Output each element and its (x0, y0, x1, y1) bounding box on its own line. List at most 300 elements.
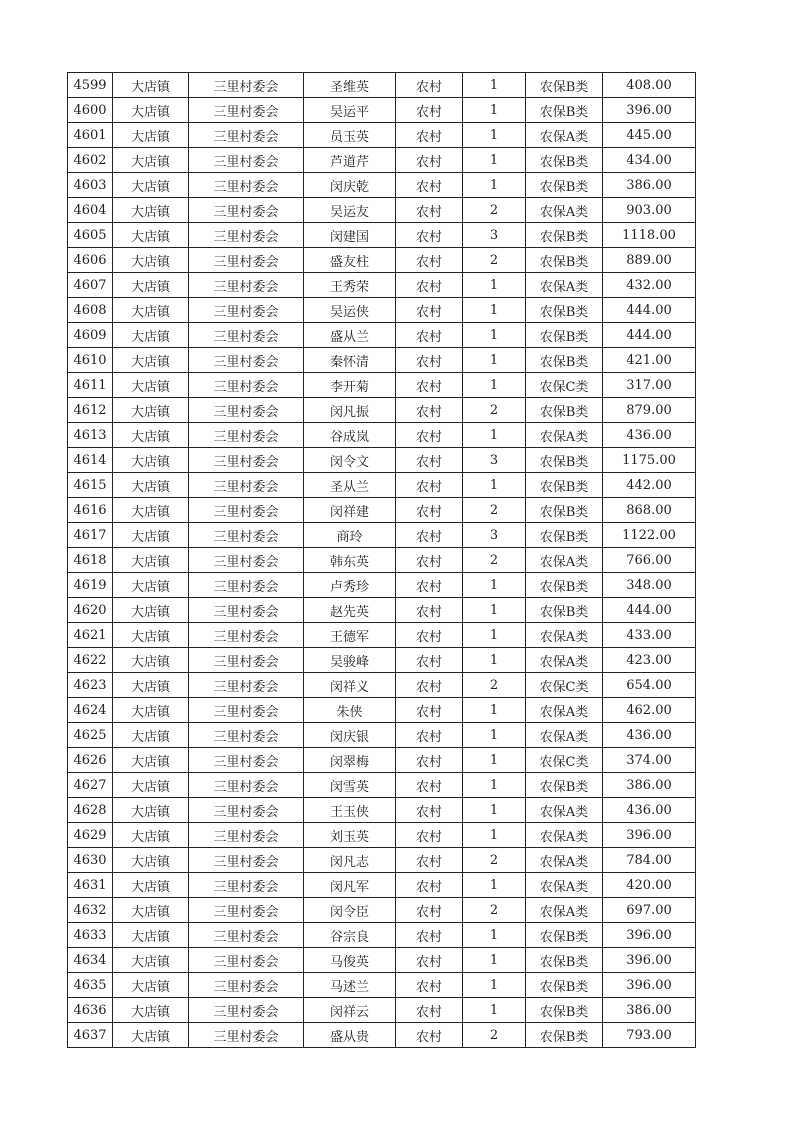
cell-id: 4625 (68, 723, 113, 748)
cell-town: 大店镇 (113, 598, 189, 623)
cell-town: 大店镇 (113, 998, 189, 1023)
cell-category: 农保A类 (526, 723, 603, 748)
cell-name: 马俊英 (304, 948, 396, 973)
cell-name: 闵庆乾 (304, 173, 396, 198)
cell-amount: 386.00 (603, 173, 696, 198)
cell-id: 4608 (68, 298, 113, 323)
cell-amount: 1118.00 (603, 223, 696, 248)
cell-type: 农村 (396, 698, 463, 723)
cell-count: 3 (463, 223, 526, 248)
cell-town: 大店镇 (113, 273, 189, 298)
cell-village: 三里村委会 (189, 123, 304, 148)
cell-village: 三里村委会 (189, 498, 304, 523)
cell-amount: 348.00 (603, 573, 696, 598)
cell-village: 三里村委会 (189, 898, 304, 923)
cell-village: 三里村委会 (189, 698, 304, 723)
cell-town: 大店镇 (113, 898, 189, 923)
cell-town: 大店镇 (113, 498, 189, 523)
cell-village: 三里村委会 (189, 423, 304, 448)
cell-type: 农村 (396, 73, 463, 98)
cell-type: 农村 (396, 873, 463, 898)
cell-category: 农保A类 (526, 648, 603, 673)
cell-name: 闵凡军 (304, 873, 396, 898)
cell-town: 大店镇 (113, 73, 189, 98)
cell-village: 三里村委会 (189, 298, 304, 323)
table-row (68, 323, 696, 348)
cell-name: 闵庆银 (304, 723, 396, 748)
table-body (68, 73, 696, 1048)
table-row (68, 973, 696, 998)
cell-id: 4604 (68, 198, 113, 223)
cell-town: 大店镇 (113, 873, 189, 898)
cell-count: 1 (463, 998, 526, 1023)
cell-name: 闵令臣 (304, 898, 396, 923)
cell-id: 4601 (68, 123, 113, 148)
table-row (68, 823, 696, 848)
cell-type: 农村 (396, 198, 463, 223)
cell-village: 三里村委会 (189, 998, 304, 1023)
cell-count: 1 (463, 648, 526, 673)
cell-amount: 879.00 (603, 398, 696, 423)
cell-name: 赵先英 (304, 598, 396, 623)
cell-amount: 434.00 (603, 148, 696, 173)
cell-name: 卢秀珍 (304, 573, 396, 598)
cell-town: 大店镇 (113, 548, 189, 573)
cell-amount: 889.00 (603, 248, 696, 273)
table-row (68, 598, 696, 623)
cell-town: 大店镇 (113, 448, 189, 473)
cell-id: 4624 (68, 698, 113, 723)
cell-category: 农保B类 (526, 148, 603, 173)
cell-count: 1 (463, 573, 526, 598)
cell-town: 大店镇 (113, 298, 189, 323)
cell-amount: 396.00 (603, 973, 696, 998)
cell-type: 农村 (396, 973, 463, 998)
cell-count: 2 (463, 548, 526, 573)
cell-name: 盛从兰 (304, 323, 396, 348)
cell-name: 闵凡志 (304, 848, 396, 873)
cell-count: 3 (463, 448, 526, 473)
cell-count: 3 (463, 523, 526, 548)
cell-town: 大店镇 (113, 198, 189, 223)
cell-count: 1 (463, 748, 526, 773)
cell-amount: 784.00 (603, 848, 696, 873)
table-row (68, 448, 696, 473)
cell-amount: 374.00 (603, 748, 696, 773)
cell-id: 4629 (68, 823, 113, 848)
cell-town: 大店镇 (113, 123, 189, 148)
cell-count: 1 (463, 698, 526, 723)
cell-village: 三里村委会 (189, 473, 304, 498)
cell-count: 2 (463, 498, 526, 523)
cell-count: 1 (463, 598, 526, 623)
cell-count: 1 (463, 123, 526, 148)
cell-village: 三里村委会 (189, 748, 304, 773)
cell-amount: 433.00 (603, 623, 696, 648)
cell-type: 农村 (396, 898, 463, 923)
cell-count: 1 (463, 773, 526, 798)
cell-village: 三里村委会 (189, 323, 304, 348)
cell-type: 农村 (396, 248, 463, 273)
cell-id: 4621 (68, 623, 113, 648)
cell-id: 4632 (68, 898, 113, 923)
cell-category: 农保A类 (526, 548, 603, 573)
cell-id: 4636 (68, 998, 113, 1023)
cell-amount: 317.00 (603, 373, 696, 398)
cell-type: 农村 (396, 748, 463, 773)
cell-name: 闵翠梅 (304, 748, 396, 773)
cell-type: 农村 (396, 173, 463, 198)
cell-category: 农保B类 (526, 973, 603, 998)
cell-name: 李开菊 (304, 373, 396, 398)
cell-town: 大店镇 (113, 798, 189, 823)
cell-amount: 445.00 (603, 123, 696, 148)
cell-id: 4628 (68, 798, 113, 823)
cell-count: 1 (463, 623, 526, 648)
table-row (68, 723, 696, 748)
table-row (68, 298, 696, 323)
cell-count: 1 (463, 298, 526, 323)
cell-count: 1 (463, 73, 526, 98)
cell-category: 农保B类 (526, 998, 603, 1023)
cell-count: 1 (463, 98, 526, 123)
cell-id: 4607 (68, 273, 113, 298)
table-row (68, 98, 696, 123)
cell-amount: 442.00 (603, 473, 696, 498)
cell-village: 三里村委会 (189, 173, 304, 198)
cell-town: 大店镇 (113, 923, 189, 948)
cell-type: 农村 (396, 923, 463, 948)
cell-amount: 396.00 (603, 823, 696, 848)
cell-count: 1 (463, 173, 526, 198)
cell-count: 2 (463, 1023, 526, 1048)
cell-town: 大店镇 (113, 523, 189, 548)
cell-village: 三里村委会 (189, 248, 304, 273)
cell-name: 谷成岚 (304, 423, 396, 448)
cell-type: 农村 (396, 123, 463, 148)
cell-town: 大店镇 (113, 773, 189, 798)
cell-town: 大店镇 (113, 948, 189, 973)
table-row (68, 398, 696, 423)
cell-category: 农保B类 (526, 598, 603, 623)
cell-id: 4617 (68, 523, 113, 548)
cell-amount: 436.00 (603, 423, 696, 448)
cell-id: 4631 (68, 873, 113, 898)
cell-count: 1 (463, 798, 526, 823)
cell-count: 1 (463, 723, 526, 748)
cell-type: 农村 (396, 648, 463, 673)
cell-category: 农保A类 (526, 123, 603, 148)
cell-category: 农保B类 (526, 498, 603, 523)
cell-id: 4626 (68, 748, 113, 773)
cell-amount: 420.00 (603, 873, 696, 898)
table-row (68, 673, 696, 698)
cell-type: 农村 (396, 773, 463, 798)
cell-town: 大店镇 (113, 848, 189, 873)
cell-village: 三里村委会 (189, 98, 304, 123)
cell-town: 大店镇 (113, 573, 189, 598)
cell-category: 农保A类 (526, 423, 603, 448)
cell-category: 农保B类 (526, 473, 603, 498)
cell-id: 4606 (68, 248, 113, 273)
cell-town: 大店镇 (113, 1023, 189, 1048)
table-row (68, 223, 696, 248)
cell-village: 三里村委会 (189, 773, 304, 798)
cell-village: 三里村委会 (189, 448, 304, 473)
cell-amount: 444.00 (603, 323, 696, 348)
table-row (68, 898, 696, 923)
cell-name: 闵凡振 (304, 398, 396, 423)
cell-count: 1 (463, 973, 526, 998)
cell-category: 农保A类 (526, 823, 603, 848)
table-row (68, 773, 696, 798)
cell-amount: 396.00 (603, 948, 696, 973)
cell-category: 农保C类 (526, 673, 603, 698)
cell-town: 大店镇 (113, 223, 189, 248)
cell-category: 农保B类 (526, 1023, 603, 1048)
cell-count: 1 (463, 423, 526, 448)
cell-amount: 396.00 (603, 98, 696, 123)
cell-id: 4634 (68, 948, 113, 973)
cell-category: 农保A类 (526, 198, 603, 223)
table-row (68, 1023, 696, 1048)
cell-type: 农村 (396, 1023, 463, 1048)
table-row (68, 623, 696, 648)
cell-amount: 436.00 (603, 723, 696, 748)
cell-category: 农保B类 (526, 248, 603, 273)
cell-amount: 793.00 (603, 1023, 696, 1048)
cell-category: 农保C类 (526, 373, 603, 398)
cell-category: 农保A类 (526, 623, 603, 648)
cell-village: 三里村委会 (189, 148, 304, 173)
cell-town: 大店镇 (113, 248, 189, 273)
cell-type: 农村 (396, 373, 463, 398)
cell-name: 闵祥义 (304, 673, 396, 698)
cell-category: 农保B类 (526, 323, 603, 348)
cell-count: 1 (463, 948, 526, 973)
data-table (67, 72, 696, 1048)
cell-category: 农保B类 (526, 298, 603, 323)
cell-type: 农村 (396, 473, 463, 498)
cell-name: 闵雪英 (304, 773, 396, 798)
cell-name: 秦怀清 (304, 348, 396, 373)
cell-village: 三里村委会 (189, 923, 304, 948)
cell-amount: 432.00 (603, 273, 696, 298)
cell-amount: 444.00 (603, 298, 696, 323)
cell-name: 王秀荣 (304, 273, 396, 298)
cell-amount: 421.00 (603, 348, 696, 373)
cell-type: 农村 (396, 848, 463, 873)
cell-category: 农保B类 (526, 523, 603, 548)
cell-amount: 654.00 (603, 673, 696, 698)
table-row (68, 423, 696, 448)
cell-name: 吴运友 (304, 198, 396, 223)
cell-category: 农保B类 (526, 98, 603, 123)
table-row (68, 523, 696, 548)
cell-category: 农保A类 (526, 898, 603, 923)
cell-name: 王玉侠 (304, 798, 396, 823)
cell-id: 4630 (68, 848, 113, 873)
cell-village: 三里村委会 (189, 348, 304, 373)
cell-category: 农保B类 (526, 573, 603, 598)
table-row (68, 73, 696, 98)
cell-category: 农保B类 (526, 773, 603, 798)
cell-type: 农村 (396, 623, 463, 648)
cell-village: 三里村委会 (189, 598, 304, 623)
cell-town: 大店镇 (113, 173, 189, 198)
cell-village: 三里村委会 (189, 198, 304, 223)
table-row (68, 948, 696, 973)
cell-amount: 868.00 (603, 498, 696, 523)
table-row (68, 123, 696, 148)
cell-type: 农村 (396, 798, 463, 823)
cell-count: 2 (463, 898, 526, 923)
cell-type: 农村 (396, 148, 463, 173)
cell-amount: 462.00 (603, 698, 696, 723)
table-row (68, 848, 696, 873)
table-row (68, 998, 696, 1023)
cell-village: 三里村委会 (189, 798, 304, 823)
cell-name: 员玉英 (304, 123, 396, 148)
cell-category: 农保B类 (526, 448, 603, 473)
cell-village: 三里村委会 (189, 673, 304, 698)
cell-type: 农村 (396, 723, 463, 748)
cell-count: 1 (463, 273, 526, 298)
cell-category: 农保A类 (526, 798, 603, 823)
table-row (68, 198, 696, 223)
cell-amount: 436.00 (603, 798, 696, 823)
cell-town: 大店镇 (113, 323, 189, 348)
cell-name: 盛从贵 (304, 1023, 396, 1048)
table-row (68, 923, 696, 948)
cell-name: 商玲 (304, 523, 396, 548)
table-row (68, 748, 696, 773)
cell-category: 农保B类 (526, 73, 603, 98)
cell-type: 农村 (396, 298, 463, 323)
table-row (68, 648, 696, 673)
cell-id: 4618 (68, 548, 113, 573)
table-row (68, 348, 696, 373)
cell-village: 三里村委会 (189, 223, 304, 248)
cell-town: 大店镇 (113, 348, 189, 373)
cell-type: 农村 (396, 598, 463, 623)
cell-town: 大店镇 (113, 623, 189, 648)
cell-count: 2 (463, 673, 526, 698)
cell-type: 农村 (396, 398, 463, 423)
cell-type: 农村 (396, 523, 463, 548)
table-row (68, 148, 696, 173)
cell-amount: 386.00 (603, 773, 696, 798)
cell-name: 吴运平 (304, 98, 396, 123)
cell-name: 吴骏峰 (304, 648, 396, 673)
cell-id: 4612 (68, 398, 113, 423)
cell-type: 农村 (396, 448, 463, 473)
cell-village: 三里村委会 (189, 948, 304, 973)
cell-count: 1 (463, 148, 526, 173)
cell-name: 闵祥建 (304, 498, 396, 523)
cell-name: 马述兰 (304, 973, 396, 998)
cell-town: 大店镇 (113, 148, 189, 173)
cell-town: 大店镇 (113, 748, 189, 773)
table-row (68, 698, 696, 723)
cell-id: 4613 (68, 423, 113, 448)
cell-type: 农村 (396, 98, 463, 123)
cell-id: 4602 (68, 148, 113, 173)
cell-village: 三里村委会 (189, 1023, 304, 1048)
cell-category: 农保A类 (526, 273, 603, 298)
table-row (68, 373, 696, 398)
table-row (68, 248, 696, 273)
cell-count: 1 (463, 373, 526, 398)
cell-name: 朱侠 (304, 698, 396, 723)
cell-id: 4633 (68, 923, 113, 948)
cell-count: 1 (463, 323, 526, 348)
cell-id: 4620 (68, 598, 113, 623)
cell-count: 1 (463, 348, 526, 373)
table-row (68, 173, 696, 198)
cell-count: 2 (463, 848, 526, 873)
cell-id: 4611 (68, 373, 113, 398)
cell-type: 农村 (396, 423, 463, 448)
cell-town: 大店镇 (113, 698, 189, 723)
cell-name: 谷宗良 (304, 923, 396, 948)
cell-town: 大店镇 (113, 648, 189, 673)
cell-name: 刘玉英 (304, 823, 396, 848)
cell-count: 2 (463, 398, 526, 423)
cell-type: 农村 (396, 573, 463, 598)
cell-category: 农保A类 (526, 848, 603, 873)
cell-category: 农保B类 (526, 398, 603, 423)
cell-id: 4614 (68, 448, 113, 473)
cell-category: 农保B类 (526, 948, 603, 973)
cell-type: 农村 (396, 498, 463, 523)
cell-village: 三里村委会 (189, 373, 304, 398)
cell-amount: 903.00 (603, 198, 696, 223)
cell-amount: 1122.00 (603, 523, 696, 548)
table-row (68, 798, 696, 823)
table-row (68, 548, 696, 573)
cell-name: 芦道芹 (304, 148, 396, 173)
cell-name: 闵令文 (304, 448, 396, 473)
cell-town: 大店镇 (113, 423, 189, 448)
cell-village: 三里村委会 (189, 523, 304, 548)
cell-amount: 396.00 (603, 923, 696, 948)
table-row (68, 498, 696, 523)
table-row (68, 573, 696, 598)
cell-id: 4600 (68, 98, 113, 123)
cell-type: 农村 (396, 348, 463, 373)
cell-count: 1 (463, 823, 526, 848)
table-row (68, 473, 696, 498)
cell-count: 2 (463, 248, 526, 273)
cell-amount: 444.00 (603, 598, 696, 623)
cell-category: 农保B类 (526, 173, 603, 198)
cell-name: 韩东英 (304, 548, 396, 573)
cell-amount: 423.00 (603, 648, 696, 673)
cell-town: 大店镇 (113, 98, 189, 123)
cell-type: 农村 (396, 323, 463, 348)
cell-id: 4615 (68, 473, 113, 498)
cell-amount: 386.00 (603, 998, 696, 1023)
cell-amount: 408.00 (603, 73, 696, 98)
table-row (68, 273, 696, 298)
cell-id: 4616 (68, 498, 113, 523)
cell-village: 三里村委会 (189, 548, 304, 573)
cell-category: 农保B类 (526, 923, 603, 948)
cell-count: 1 (463, 873, 526, 898)
cell-amount: 1175.00 (603, 448, 696, 473)
cell-name: 吴运侠 (304, 298, 396, 323)
